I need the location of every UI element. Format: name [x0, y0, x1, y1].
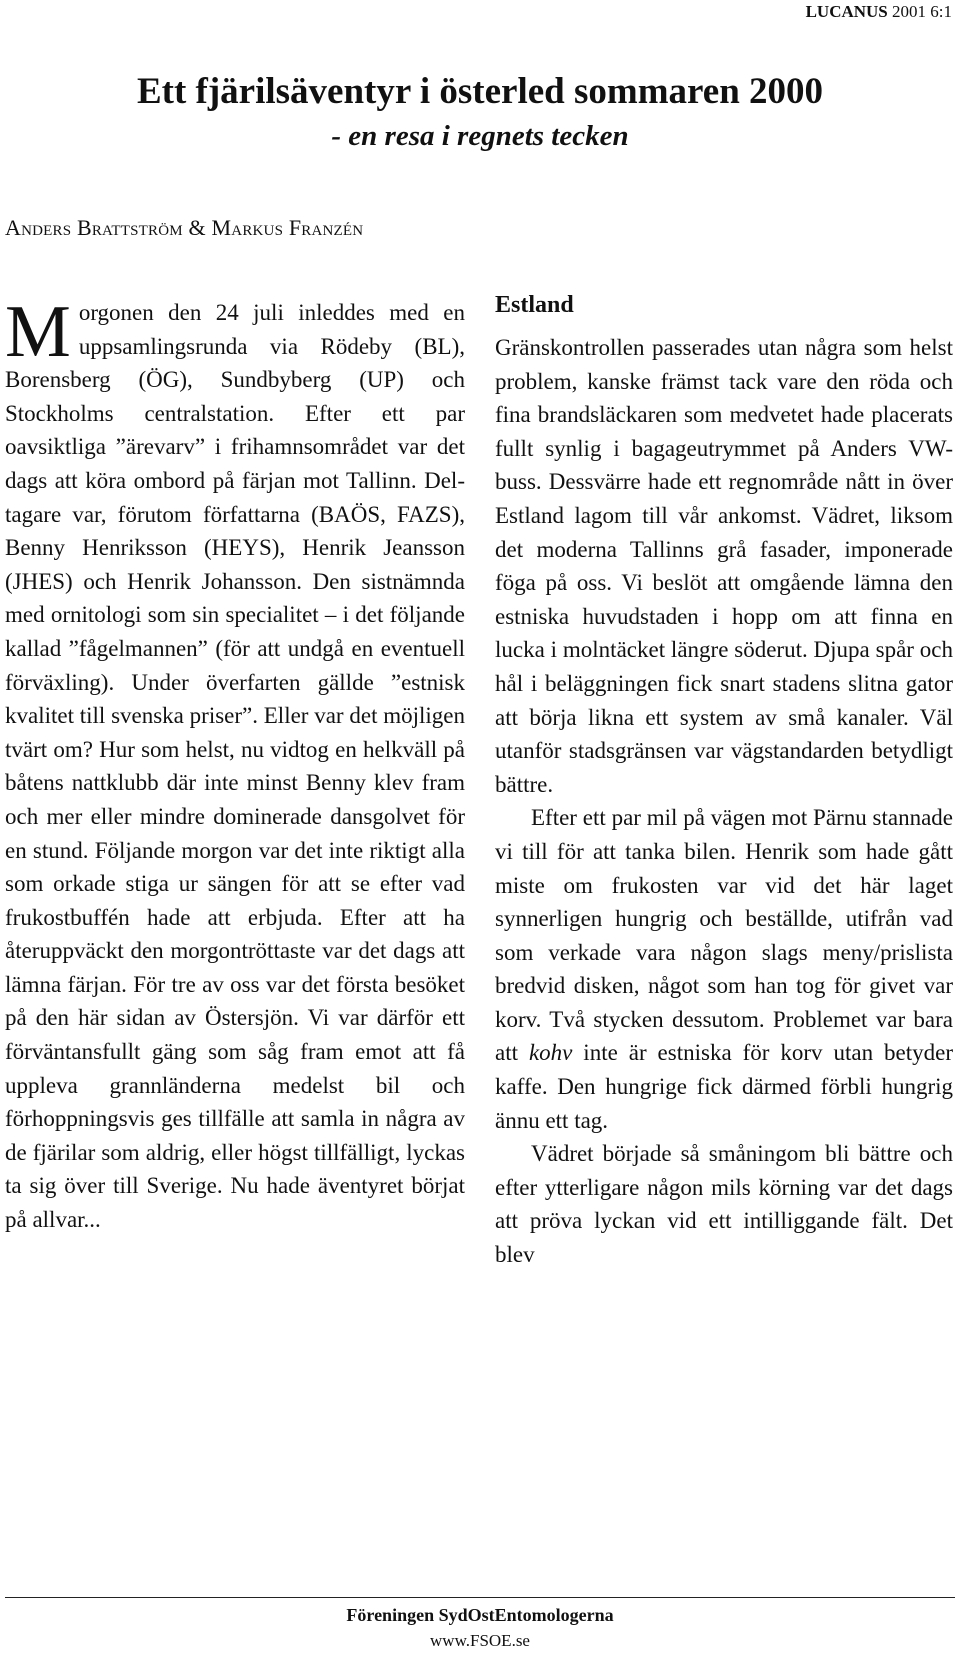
intro-text: orgonen den 24 juli inleddes med en uppsamlingsrunda via Rödeby (BL), Borensberg (ÖG), Sundbyberg (UP) och Stockholms centralstation. Efter ett par oavsiktliga ”ärevarv” i frihamnsområdet var det dags att köra ombord på färjan mot Tallinn. Del-tagare var, förutom författarna (BAÖS, FAZS), Benny Henriksson (HEYS), Henrik Jeansson (JHES) och Henrik Johansson. Den sistnämnda med ornitologi som sin specialitet – i det följande kallad ”fågelmannen” (för att undgå en eventuell förväxling). Under överfarten gällde ”estnisk kvalitet till svenska priser”. Eller var det möjligen tvärt om? Hur som helst, nu vidtog en helkväll på båtens nattklubb där inte minst Benny klev fram och mer eller mindre dominerade dansgolvet för en stund. Följande morgon var det inte riktigt alla som orkade stiga ur sängen för att se efter vad frukostbuffén hade att erbjuda. Efter att ha återuppväckt den morgontröttaste var det dags att lämna färjan. För tre av oss var det första besöket på den här sidan av Östersjön. Vi var därför ett förväntansfullt gäng som såg fram emot att få uppleva grannländerna medelst bil och förhoppningsvis ges tillfälle att samla in några av de fjärilar som aldrig, eller högst tillfälligt, lyckas ta sig över till Sverige. Nu hade äventyret börjat på allvar...	[5, 300, 465, 1233]
article-title: Ett fjärilsäventyr i österled sommaren 2000	[136, 71, 824, 112]
paragraph-parnu	[495, 801, 953, 1137]
left-column	[5, 291, 465, 1237]
footer-organization: Föreningen SydOstEntomologerna	[346, 1605, 614, 1625]
journal-issue: 2001 6:1	[892, 2, 952, 21]
journal-name: LUCANUS	[805, 2, 888, 21]
italic-word-kohv: kohv	[528, 1040, 573, 1066]
right-column	[495, 292, 953, 1272]
parnu-text-2: inte är estniska för korv utan betyder kaffe. Den hungrige fick därmed förbli hungrig ännu ett tag.	[495, 1040, 953, 1133]
paragraph-weather: Vädret började så småningom bli bättre och efter ytterligare någon mils körning var det dags att pröva lyckan vid ett intilliggande fält. Det blev	[495, 1141, 953, 1268]
drop-cap: M	[5, 291, 71, 373]
article-authors: Anders Brattström & Markus Franzén	[5, 215, 364, 240]
section-heading-estland: Estland	[495, 292, 574, 318]
paragraph-border-control: Gränskontrollen passerades utan några som helst problem, kanske främst tack vare den röda och fina brandsläckaren som medvetet hade placerats fullt synlig i bagageutrymmet på Anders VW-buss. Dessvärre hade ett regnområde nått in över Estland lagom till vår ankomst. Vädret, liksom det moderna Tallinns grå fasader, imponerade föga på oss. Vi beslöt att omgående lämna den estniska huvudstaden i hopp om att finna en lucka i molntäcket längre söderut. Djupa spår och hål i beläggningen fick snart stadens slitna gator att börja likna ett system av små kanaler. Väl utanför stadsgränsen var vägstandarden betydligt bättre.	[495, 335, 953, 797]
intro-paragraph	[5, 291, 465, 1237]
article-subtitle: - en resa i regnets tecken	[331, 120, 629, 152]
footer-url[interactable]: www.FSOE.se	[430, 1631, 530, 1650]
footer-divider	[5, 1597, 955, 1598]
parnu-text-1: Efter ett par mil på vägen mot Pärnu stannade vi till för att tanka bilen. Henrik som hade gått miste om frukosten var vid det här laget synnerligen hungrig och beställde, utifrån vad som verkade vara någon slags meny/prislista bredvid disken, något som han tog för givet var korv. Två stycken dessutom. Problemet var bara att	[495, 805, 953, 1066]
journal-header	[806, 2, 952, 22]
